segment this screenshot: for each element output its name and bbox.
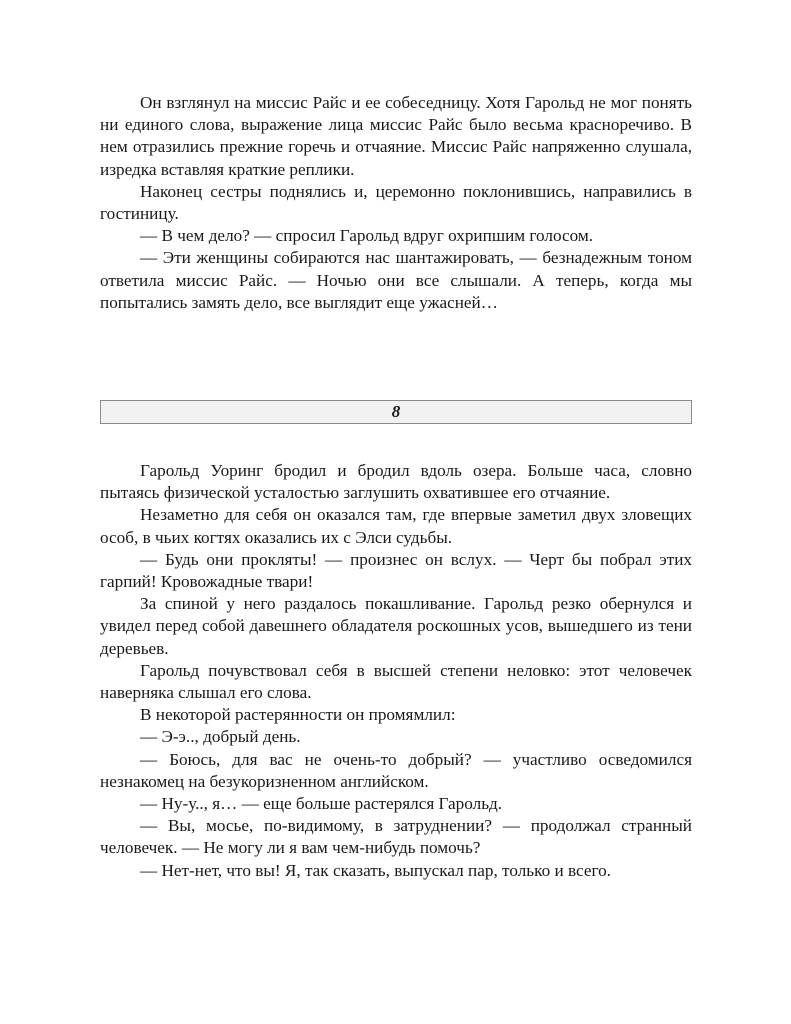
section-before-chapter: [100, 92, 692, 314]
paragraph: — Будь они прокляты! — произнес он вслух. — Черт бы побрал этих гарпий! Кровожадные твари!: [100, 549, 692, 592]
paragraph: Незаметно для себя он оказался там, где впервые заметил двух зловещих особ, в чьих когтях оказались их с Элси судьбы.: [100, 505, 692, 547]
paragraph: В некоторой растерянности он промямлил:: [140, 705, 456, 725]
paragraph: — Нет-нет, что вы! Я, так сказать, выпускал пар, только и всего.: [140, 860, 611, 880]
chapter-number: 8: [391, 402, 401, 422]
paragraph: Гарольд почувствовал себя в высшей степени неловко: этот человечек наверняка слышал его слова.: [100, 660, 692, 703]
paragraph: Наконец сестры поднялись и, церемонно поклонившись, направились в гостиницу.: [100, 181, 692, 224]
chapter-header: [100, 400, 692, 424]
paragraph: — Эти женщины собираются нас шантажировать, — безнадежным тоном ответила миссис Райс. — Ночью они все слышали. А теперь, когда мы попытались замять дело, все выглядит еще ужасней…: [100, 248, 692, 312]
paragraph: — Э-э.., добрый день.: [140, 727, 301, 747]
paragraph: — Ну-у.., я… — еще больше растерялся Гарольд.: [140, 794, 503, 814]
paragraph: За спиной у него раздалось покашливание. Гарольд резко обернулся и увидел перед собой давешнего обладателя роскошных усов, вышедшего из тени деревьев.: [100, 594, 692, 658]
spacer: [100, 424, 692, 460]
paragraph: — В чем дело? — спросил Гарольд вдруг охрипшим голосом.: [140, 226, 594, 246]
paragraph: Гарольд Уоринг бродил и бродил вдоль озера. Больше часа, словно пытаясь физической усталостью заглушить охватившее его отчаяние.: [100, 461, 692, 503]
paragraph: Он взглянул на миссис Райс и ее собеседницу. Хотя Гарольд не мог понять ни единого слова, выражение лица миссис Райс было весьма красноречиво. В нем отразились прежние горечь и отчаяние. Миссис Райс напряженно слушала, изредка вставляя краткие реплики.: [100, 93, 692, 179]
section-after-chapter: [100, 460, 692, 882]
document-page: [100, 92, 692, 882]
paragraph: — Вы, мосье, по-видимому, в затруднении? — продолжал странный человечек. — Не могу ли я вам чем-нибудь помочь?: [100, 816, 692, 858]
paragraph: — Боюсь, для вас не очень-то добрый? — участливо осведомился незнакомец на безукоризненном английском.: [100, 749, 692, 791]
spacer: [100, 314, 692, 400]
